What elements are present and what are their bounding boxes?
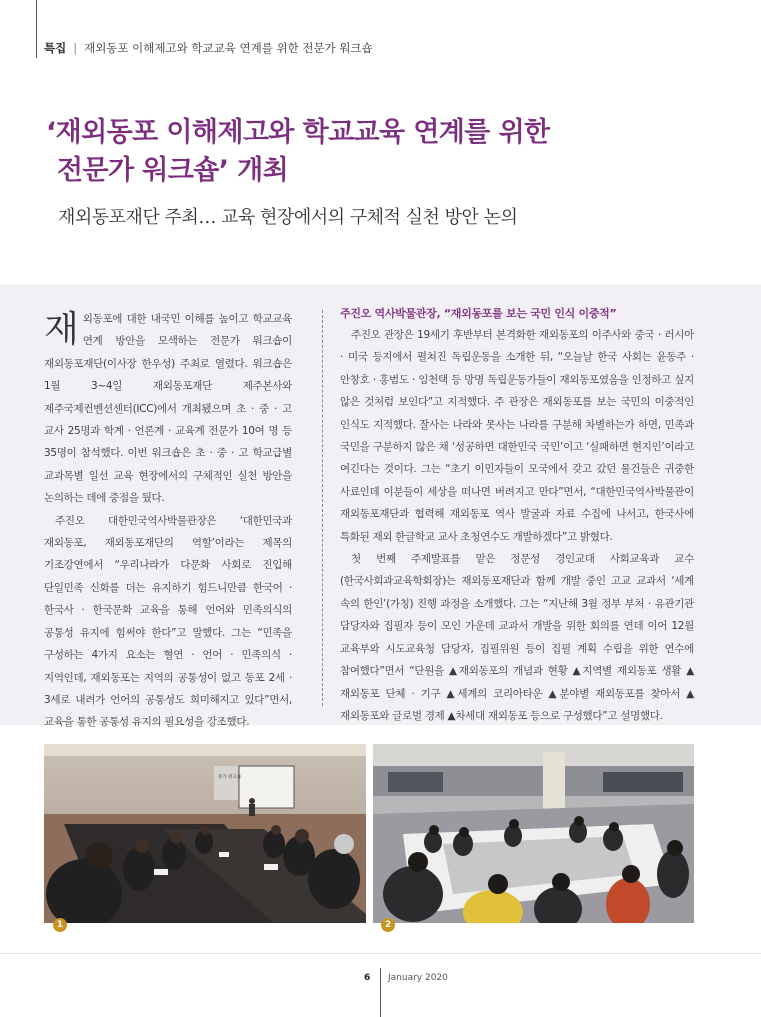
header-rule: [36, 0, 37, 58]
running-header: [44, 40, 373, 56]
photo-number-badge: 2: [381, 918, 395, 932]
footer-divider: [0, 953, 761, 954]
workshop-photo-2: [373, 744, 694, 923]
column-divider: [322, 310, 323, 706]
left-column: [44, 308, 292, 734]
issue-date: January 2020: [388, 973, 448, 983]
right-column: [340, 304, 694, 727]
section-label: 특집: [44, 41, 67, 55]
photo-number-badge: 1: [53, 918, 67, 932]
paragraph: 첫 번째 주제발표를 맡은 정문성 경인교대 사회교육과 교수(한국사회과교육학회장)는 재외동포재단과 함께 개발 중인 고교 교과서 ‘세계 속의 한인’(가칭) 진행 과정을 소개했다. 그는 “지난해 3월 정부 부처 · 유관기관 담당자와 집필자 등이 모인 가운데 교과서 개발을 위한 회의를 연데 이어 12월 교육부와 시도교육청 담당자, 집필위원 등이 집필 계획 수립을 위한 연수에 참여했다”면서 “단원을 ▲재외동포의 개념과 현황 ▲지역별 재외동포 생활 ▲재외동포 단체 · 기구 ▲세계의 코리아타운 ▲분야별 재외동포를 찾아서 ▲재외동포와 글로벌 경제 ▲차세대 재외동포 등으로 구성했다”고 설명했다.: [340, 553, 694, 722]
footer-rule: [380, 968, 381, 1017]
article-title-line1: ‘재외동포 이해제고와 학교교육 연계를 위한: [46, 117, 550, 148]
screen-text: 문가 워크숍: [218, 775, 242, 780]
article-subtitle: 재외동포재단 주최… 교육 현장에서의 구체적 실천 방안 논의: [58, 207, 518, 228]
header-title: 재외동포 이해제고와 학교교육 연계를 위한 전문가 워크숍: [84, 41, 373, 55]
paragraph: 주진오 관장은 19세기 후반부터 본격화한 재외동포의 이주사와 중국 · 러시아 · 미국 등지에서 펼쳐진 독립운동을 소개한 뒤, “오늘날 한국 사회는 윤동주 · 안창호 · 홍범도 · 임천택 등 망명 독립운동가들이 재외동포였음을 인정하고 싶지 않은 것처럼 보인다”고 지적했다. 주 관장은 재외동포를 보는 국민의 이중적인 인식도 지적했다. 잘사는 나라와 못사는 나라를 구분해 차별하는가 하면, 민족과 국민을 구분하지 않은 채 ‘성공하면 대한민국 국민’이고 ‘실패하면 현지인’이라고 여긴다는 것이다. 그는 “초기 이민자들이 모국에서 갖고 갔던 물건들은 귀중한 사료인데 이분들이 세상을 떠나면 버려지고 만다”면서, “대한민국역사박물관이 재외동포재단과 협력해 재외동포 역사 발굴과 자료 수집에 나서고, 한국사에 특화된 재외 한글학교 교사 초청연수도 개발하겠다”고 밝혔다.: [340, 329, 694, 543]
paragraph-text: 외동포에 대한 내국민 이해를 높이고 학교교육 연계 방안을 모색하는 전문가 워크숍이 재외동포재단(이사장 한우성) 주최로 열렸다. 워크숍은 1월 3~4일 재외동포재단 제주본사와 제주국제컨벤션센터(ICC)에서 개최됐으며 초 · 중 · 고 교사 25명과 학계 · 언론계 · 교육계 전문가 10여 명 등 35명이 참석했다. 이번 워크숍은 초 · 중 · 고 학교급별 교과목별 일선 교육 현장에서의 구체적인 실천 방안을 논의하는 데에 중점을 뒀다.: [44, 313, 292, 505]
drop-cap: 재: [44, 309, 79, 350]
article-body: [0, 284, 761, 729]
article-title-line2: 전문가 워크숍’ 개최: [57, 154, 289, 186]
paragraph: [44, 308, 292, 510]
article-title: [46, 114, 726, 190]
paragraph: 주진오 대한민국역사박물관장은 ‘대한민국과 재외동포, 재외동포재단의 역할’이라는 제목의 기조강연에서 “우리나라가 다문화 사회로 진입해 단일민족 신화를 더는 유지하기 힘드니만큼 한국어 · 한국사 · 한국문화 교육을 통해 언어와 민족의식의 공통성 유지에 힘써야 한다”고 말했다. 그는 “민족을 구성하는 4가지 요소는 혈연 · 언어 · 민족의식 · 지역인데, 재외동포는 지역의 공통성이 없고 동포 2세 · 3세로 내려가 언어의 공통성도 희미해지고 있다”면서, 교육을 통한 공통성 유지의 필요성을 강조했다.: [44, 514, 292, 729]
header-separator: |: [73, 41, 78, 55]
workshop-photo-1: [44, 744, 366, 923]
section-subhead: 주진오 역사박물관장, “재외동포를 보는 국민 인식 이중적”: [340, 307, 617, 320]
page-number: 6: [364, 973, 371, 983]
